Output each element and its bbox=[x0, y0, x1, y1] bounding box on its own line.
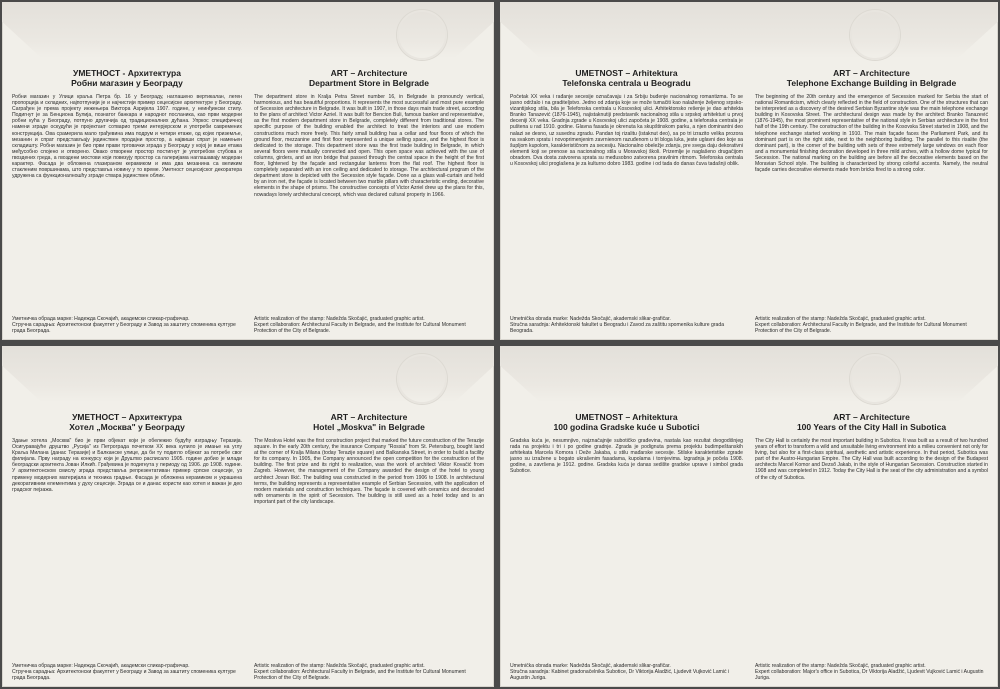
panel-heading: ART – Architecture bbox=[330, 412, 408, 422]
body-text: Здање хотела „Москва" био је први објекат који је обележио будућу изградњу Теразија. Осигуравајуће друштво „Русија" из Петрограда почетком XX века купило је имање на углу Краља Милана (данас Теразије) и Балканске улице, да би ту подигло објекат за потребе свог филијала. Прву награду на конкурсу који је Друштво расписало 1905. године добио је млади београдски архитекта Јован Илкић. Грађевина је подигнута у периоду од 1906. до 1908. године. У архитектонском смислу зграда представља репрезентативан пример српске сецесије, уз примену модерних материјала и техника градње. Фасада је обложена керамиком и украшена декоративним елементима у духу сецесије. Зграда се и данас користи као хотел и важан је део градског пејзажа. bbox=[12, 438, 242, 493]
body-text: The beginning of the 20th century and the emergence of Secession marked for Serbia the start of national Romanticism, which clearly reflected in the field of construction. One of the structures that can be interpreted as a discovery of the desired Serbian Byzantine style was the main telephone exchange building in Kosovska Street. The architectural design was made by the architect Branko Tanazević (1876-1945), the most prominent representative of the national style in Serbian architecture in the first half of the 19th century. The construction of the building in the Kosovska Street started in 1908, and the telephone exchange started working in 1910. The main façade faces the Parliament Park, and its dominant part is on the right side, next to the neighboring building. The parallel to this risalite (the dominant part), is the corner of the building with sets of three extremely large windows on each floor and a monumental finishing decoration developed in three mild arches, with a hollow dome typical for Secession. The national marking on the building are before all the decorative elements based on the Moravian School style. The building is characterized by strong colorful accents. Namely, the neutral façade carries decorative elements made from bricks fired to a strong color. bbox=[755, 94, 988, 174]
text-column-english bbox=[755, 412, 988, 681]
embossed-seal bbox=[850, 354, 900, 404]
panel-heading: UMETNOST – Arhitektura bbox=[575, 68, 678, 78]
body-text: The City Hall is certainly the most important building in Subotica. It was built as a result of two hundred years of effort to transform a wild and unsuitable living environment into a milieu convenient not only for living, but also for a first-class spiritual, aesthetic and artistic experience. In that period, Subotica was part of the Austro-Hungarian Empire. The City Hall was built according to the design of the Budapest architects Marcel Komor and Dezső Jakab, in the style of Hungarian Secession. Construction started in 1908 and was completed in 1912. Today the City Hall is the seat of the city administration and a symbol of the city of Subotica. bbox=[755, 438, 988, 481]
panel-subheading: Hotel „Moskva" in Belgrade bbox=[313, 422, 425, 432]
text-column-serbian bbox=[12, 412, 242, 681]
credit-collaboration: Expert collaboration: Architectural Faculty in Belgrade, and the Institute for Cultural Monument Protection of the City of Belgrade. bbox=[254, 321, 466, 334]
embossed-seal bbox=[397, 10, 447, 60]
envelope-panel bbox=[2, 2, 494, 340]
panel-heading: UMETNOST – Arhitektura bbox=[575, 412, 678, 422]
credits bbox=[755, 660, 988, 681]
panel-subheading: 100 godina Gradske kuće u Subotici bbox=[553, 422, 700, 432]
credit-artist: Artistic realization of the stamp: Nadežda Skočajić, graduated graphic artist. bbox=[254, 315, 425, 322]
panel-heading: УМЕТНОСТ – Архитектура bbox=[72, 412, 182, 422]
panel-heading: ART – Architecture bbox=[330, 68, 408, 78]
panel-subheading: Department Store in Belgrade bbox=[309, 78, 429, 88]
body-text: Gradska kuća je, nesumnjivo, najznačajnije subotičko građevina, nastala kao rezultat dvogodišnjeg rada na projektu i tri i po godine gradnje. Zgrada je podignuta prema projektu budimpeštanskih arhitekata Marcela Komora i Deže Jakaba, u stilu mađarske secesije. Stilske karakteristike zgrade jasno su izražene u bogato ukrašenim fasadama, kupolama i tornjevima. Izgradnja je počela 1908. godine, a završena je 1912. godine. Gradska kuća je danas sedište gradske uprave i simbol grada Subotice. bbox=[510, 438, 743, 475]
body-text: The department store in Kralja Petra Street number 16, in Belgrade is pronouncly vertical, harmonious, and has beautiful proportions. It represents the most successful and most pure example of Secession architecture in Belgrade. It was built in 1907, in those days main trade street, according to the plans of architect Victor Azriel. It was built for Bencion Buli, famous banker and representative, as the first modern department store in Belgrade, completely different from traditional stores. The specific purpose of the building enabled the architect to treat the interiors and use modern constructions much more freely. This fairly small building has a cellar and four floors of which the ground floor, mezzanine and first floor represented a unique selling space, and the highest floor is dedicated to the storage. This department store was the first trade building in Belgrade, in which several floors were mutually connected and open. This open space was achieved with the use of columns, girders, and an iron bridge that passed through the central space in the height of the first floor, lightened by the façade and rectangular lanterns from the flat roof. The highest floor is completely separated with an iron ceiling and dedicated to storage. The architectural program of the department store is depicted with the Secession style façade. Done as a glass wall-curtain and held by an iron net, the façade is located between two marble pillars with characteristic ending, decorative elements in the shape of prisms. The constructive concepts of Victor Azriel drew up the plans for this, nowadays lonely architectural concept, which was declared cultural property in 1966. bbox=[254, 94, 484, 198]
body-text: Робни магазин у Улици краља Петра бр. 16 у Београду, наглашено вертикалан, леген пропорција и складних, најпотпунији је и најчистији пример сецесијске архитектуре у Београду. Саграђен је према пројекту инжењера Виктора Азријела 1907. године, у неинђински стилу. Подигнут је за Бенционa Булија, познатог банкара и народног посланика, као први модерни робни кућа у Београду, потпуно другачија од традиционалних дућана. Упркос специфичној намени зграде оскудући је пројектант сотварио треми интерјерском и употреби савремених конструкција. Ова срамерила мало грађевина има подрум и четири етаже, од којих приземље, мезанин и спрат представљају јединствен продајни простор, а највиши спрат је намењен складишту. Робни магазин је био први прави трговачки зграда у Београду у којој је више етажа међусобно спојено и отворено. Овако отворени простор постигнут је употребом стубова и гвоздених греда, а гвоздени мостови који повезују простор са галеријама наглашавају модеран карактер. Фасада је обложена глазираном керамиком и има два мезанина са великим стакленим површинама, што представља новину у то време. Уметност сецесијског декоратера удружена са функционалношћу зграде ствара јединствен облик. bbox=[12, 94, 242, 180]
envelope-flap bbox=[500, 2, 998, 58]
text-column-serbian bbox=[12, 68, 242, 334]
credit-collaboration: Стручна сарадња: Архитектонски факултет у Београду и Завод за заштиту споменика културе града Београда. bbox=[12, 668, 236, 681]
credit-artist: Уметничка обрада марке: Надежда Скочајић, академски сликар-графичар. bbox=[12, 662, 190, 669]
credit-collaboration: Stručna saradnja: Kabinet gradonačelnika Subotice, Dr Viktorija Aladžić, Ljudevit Vujković Lamić i Augustin Juriga. bbox=[510, 668, 730, 681]
text-column-serbian bbox=[510, 68, 743, 334]
credit-artist: Umetnička obrada marke: Nadežda Skočajić, akademski slikar-grafičar. bbox=[510, 315, 671, 322]
panel-heading: ART – Architecture bbox=[833, 68, 910, 78]
credits bbox=[254, 660, 484, 681]
envelope-panel bbox=[500, 2, 998, 340]
credits bbox=[755, 313, 988, 334]
text-column-serbian bbox=[510, 412, 743, 681]
credit-collaboration: Expert collaboration: Architectural Faculty in Belgrade, and the Institute for Cultural Monument Protection of the City of Belgrade. bbox=[254, 668, 466, 681]
credits bbox=[254, 313, 484, 334]
panel-subheading: 100 Years of the City Hall in Subotica bbox=[796, 422, 947, 432]
credits bbox=[510, 313, 743, 334]
credit-artist: Artistic realization of the stamp: Nadežda Skočajić, graduated graphic artist. bbox=[254, 662, 425, 669]
panel-heading: ART – Architecture bbox=[833, 412, 910, 422]
credits bbox=[12, 660, 242, 681]
envelope-panel bbox=[2, 346, 494, 687]
body-text: Početak XX veka i rađanje secesije označavaju i za Srbiju buđenje nacionalnog romantizma. To se jasno održalo i na graditeljstvo. Jedno od zdanja koje se može tumačiti kao nalaženje željenog srpsko-vizantijskog stila, bila je Telefonska centrala u Kosovskoj ulici. Arhitektonsko rešenje je dao arhitekta Branko Tanazević (1876-1945), najistaknutiji predstavnik nacionalnog stila u srpskoj arhitekturi u prvoj deceniji XX veka. Gradnja zgrade u Kosovskoj ulici započeta je 1908. godine, a telefonska centrala je puštena u rad 1910. godine. Glavna fasada je okrenuta ka skupštinskom parku, a njen dominantni deo nalazi se desno, uz susednu zgradu. Pandan toj rizalitu (istaknut deo), sa po tri izrazito velika prozora na svakom spratu i novoprimenjenim zavrnienom razuđenom u tri bloga luka, jeste uglavni deo koje sa šupljom kupolom, karakterističnom za secesiju. Nacionalno obeležje zdanju, pre svega daju dekorativni elementi koji se prenose sa nacionalnog stila u Moravskoj školi. Prizemlje je naglašeno drugačijom obradom. Dva dosta zatvorena sprata su međusobno zatvorena pravilnim ritmom. Telefonska centrala u Kosovskoj ulici proglašena je za kulturno dobro 1983. godine i od tada do danas čuva tadašnji oblik. bbox=[510, 94, 743, 168]
credit-collaboration: Expert collaboration: Major's office in Subotica, Dr Viktorija Aladžić, Ljudevit Vujković Lamić i Augustin Juriga. bbox=[755, 668, 984, 681]
panel-subheading: Telephone Exchange Building in Belgrade bbox=[786, 78, 957, 88]
envelope-panel bbox=[500, 346, 998, 687]
text-column-english bbox=[254, 412, 484, 681]
credit-collaboration: Stručna saradnja: Arhitektonski fakultet u Beogradu i Zavod za zaštitu spomenika kulture grada Beograda. bbox=[510, 321, 725, 334]
credits bbox=[12, 313, 242, 334]
text-column-english bbox=[755, 68, 988, 334]
credit-artist: Artistic realization of the stamp: Nadežda Skočajić, graduated graphic artist. bbox=[755, 315, 926, 322]
credit-collaboration: Expert collaboration: Architectural Faculty in Belgrade, and the Institute for Cultural Monument Protection of the City of Belgrade. bbox=[755, 321, 967, 334]
panel-subheading: Telefonska centrala u Beogradu bbox=[562, 78, 691, 88]
embossed-seal bbox=[850, 10, 900, 60]
credits bbox=[510, 660, 743, 681]
body-text: The Moskva Hotel was the first construction project that marked the future construction of the Terazije square. In the early 20th century, the insurance Company "Rossia" from St. Petersburg, bought land at the corner of Kralja Milana (today Terazije square) and Balkanska Street, in order to build a facility for its company. In 1905, the Company announced the open competition for the construction of the building. The first prize and its right to realization, was the work of architect Viktor Kovačić from Zagreb. However, the management of the Company awarded the design of the hotel to young architect Jovan Ilkić. The building was constructed in the period from 1906 to 1908. In architectural terms, the building represents a representative example of Serbian Secession, with the application of modern materials and construction techniques. The façade is covered with ceramics and decorated with ornaments in the spirit of Secession. The building is still used as a hotel today and is an important part of the city landscape. bbox=[254, 438, 484, 505]
credit-artist: Уметничка обрада марке: Надежда Скочајић, академски сликар-графичар. bbox=[12, 315, 190, 322]
panel-subheading: Робни магазин у Београду bbox=[71, 78, 183, 88]
envelope-flap bbox=[500, 346, 998, 402]
credit-artist: Artistic realization of the stamp: Nadežda Skočajić, graduated graphic artist. bbox=[755, 662, 926, 669]
text-column-english bbox=[254, 68, 484, 334]
credit-artist: Umetnička obrada marke: Nadežda Skočajić, akademski slikar-grafičar. bbox=[510, 662, 671, 669]
credit-collaboration: Стручна сарадња: Архитектонски факултет у Београду и Завод за заштиту споменика културе града Београда. bbox=[12, 321, 236, 334]
embossed-seal bbox=[397, 354, 447, 404]
panel-heading: УМЕТНОСТ - Архитектура bbox=[73, 68, 181, 78]
panel-subheading: Хотел „Москва" у Београду bbox=[69, 422, 185, 432]
